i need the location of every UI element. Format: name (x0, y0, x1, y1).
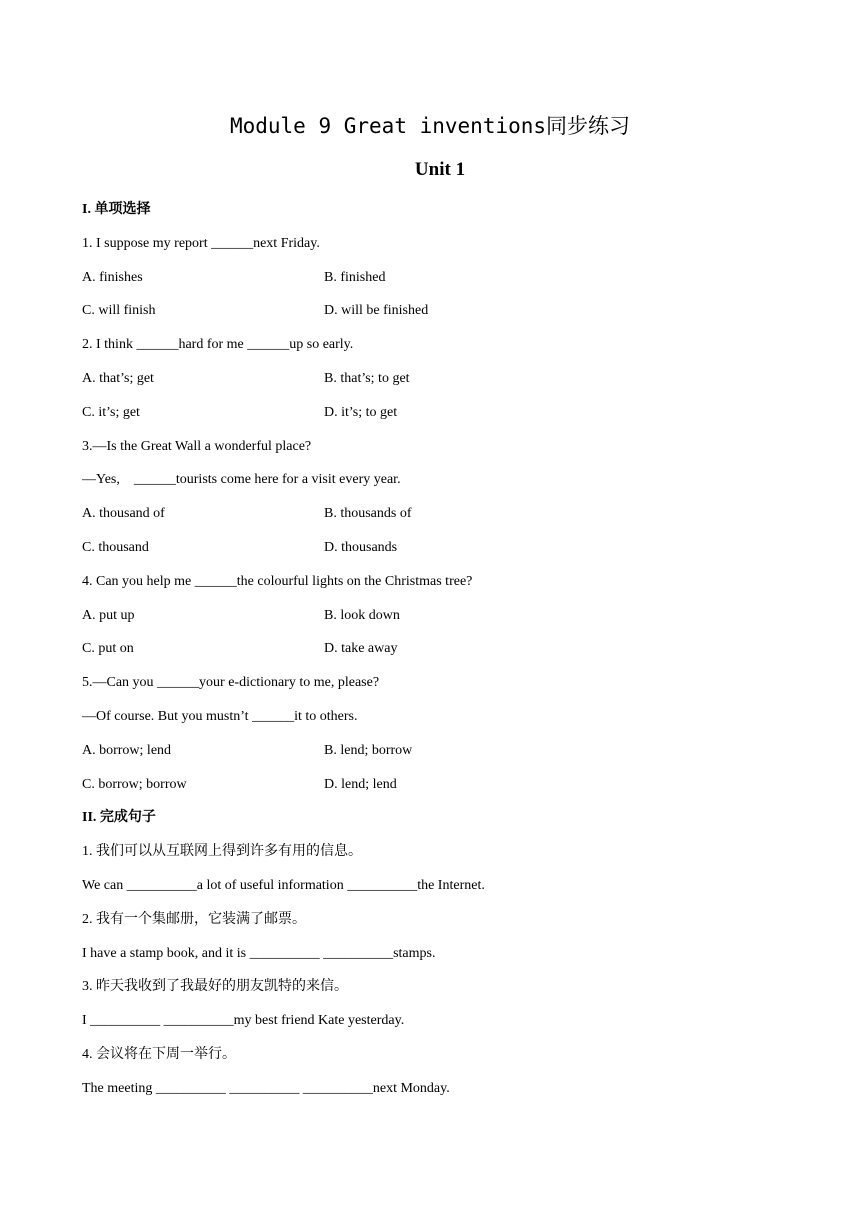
question-stem: 1. I suppose my report ______next Friday. (82, 235, 320, 251)
options-row (82, 741, 782, 775)
question-stem: 2. I think ______hard for me ______up so early. (82, 337, 354, 353)
sentence-english-blank: I __________ __________my best friend Kate yesterday. (82, 1013, 405, 1029)
option-c: C. will finish (82, 303, 156, 319)
question-stem-continued: —Yes, ______tourists come here for a visit every year. (82, 472, 401, 488)
option-c: C. put on (82, 641, 134, 657)
question-stem-continued: —Of course. But you mustn’t ______it to others. (82, 708, 358, 724)
option-b: B. finished (324, 269, 386, 285)
options-row (82, 639, 782, 673)
section-heading-multiple-choice: I. 单项选择 (82, 202, 151, 217)
sentence-english-blank: We can __________a lot of useful information __________the Internet. (82, 877, 485, 893)
question-stem: 3.—Is the Great Wall a wonderful place? (82, 438, 312, 454)
sentence-chinese: 2. 我有一个集邮册，它装满了邮票。 (82, 911, 306, 927)
option-d: D. take away (324, 641, 398, 657)
option-a: A. borrow; lend (82, 742, 172, 758)
option-b: B. lend; borrow (324, 742, 413, 758)
options-row (82, 268, 782, 302)
options-row (82, 369, 782, 403)
question-stem: 5.—Can you ______your e-dictionary to me, please? (82, 675, 380, 691)
option-a: A. finishes (82, 269, 143, 285)
option-a: A. put up (82, 607, 135, 623)
option-b: B. thousands of (324, 506, 412, 522)
document-title: Module 9 Great inventions同步练习 (229, 114, 631, 138)
options-row (82, 504, 782, 538)
exercise-content (82, 200, 782, 1113)
option-d: D. thousands (324, 539, 398, 555)
options-row (82, 606, 782, 640)
option-d: D. it’s; to get (324, 404, 398, 420)
sentence-chinese: 3. 昨天我收到了我最好的朋友凯特的来信。 (82, 979, 348, 995)
sentence-chinese: 4. 会议将在下周一举行。 (82, 1046, 236, 1062)
option-a: A. that’s; get (82, 370, 154, 386)
section-heading-complete-sentences: II. 完成句子 (82, 810, 156, 826)
sentence-english-blank: The meeting __________ __________ __________next Monday. (82, 1080, 450, 1096)
option-c: C. borrow; borrow (82, 776, 187, 792)
option-b: B. look down (324, 607, 400, 623)
options-row (82, 301, 782, 335)
option-c: C. thousand (82, 539, 149, 555)
unit-subtitle: Unit 1 (414, 159, 466, 180)
sentence-chinese: 1. 我们可以从互联网上得到许多有用的信息。 (82, 844, 362, 860)
option-b: B. that’s; to get (324, 370, 410, 386)
option-d: D. will be finished (324, 303, 429, 319)
options-row (82, 538, 782, 572)
option-c: C. it’s; get (82, 404, 140, 420)
options-row (82, 403, 782, 437)
option-a: A. thousand of (82, 506, 165, 522)
option-d: D. lend; lend (324, 776, 397, 792)
sentence-english-blank: I have a stamp book, and it is __________ __________stamps. (82, 945, 436, 961)
options-row (82, 775, 782, 809)
question-stem: 4. Can you help me ______the colourful lights on the Christmas tree? (82, 573, 473, 589)
